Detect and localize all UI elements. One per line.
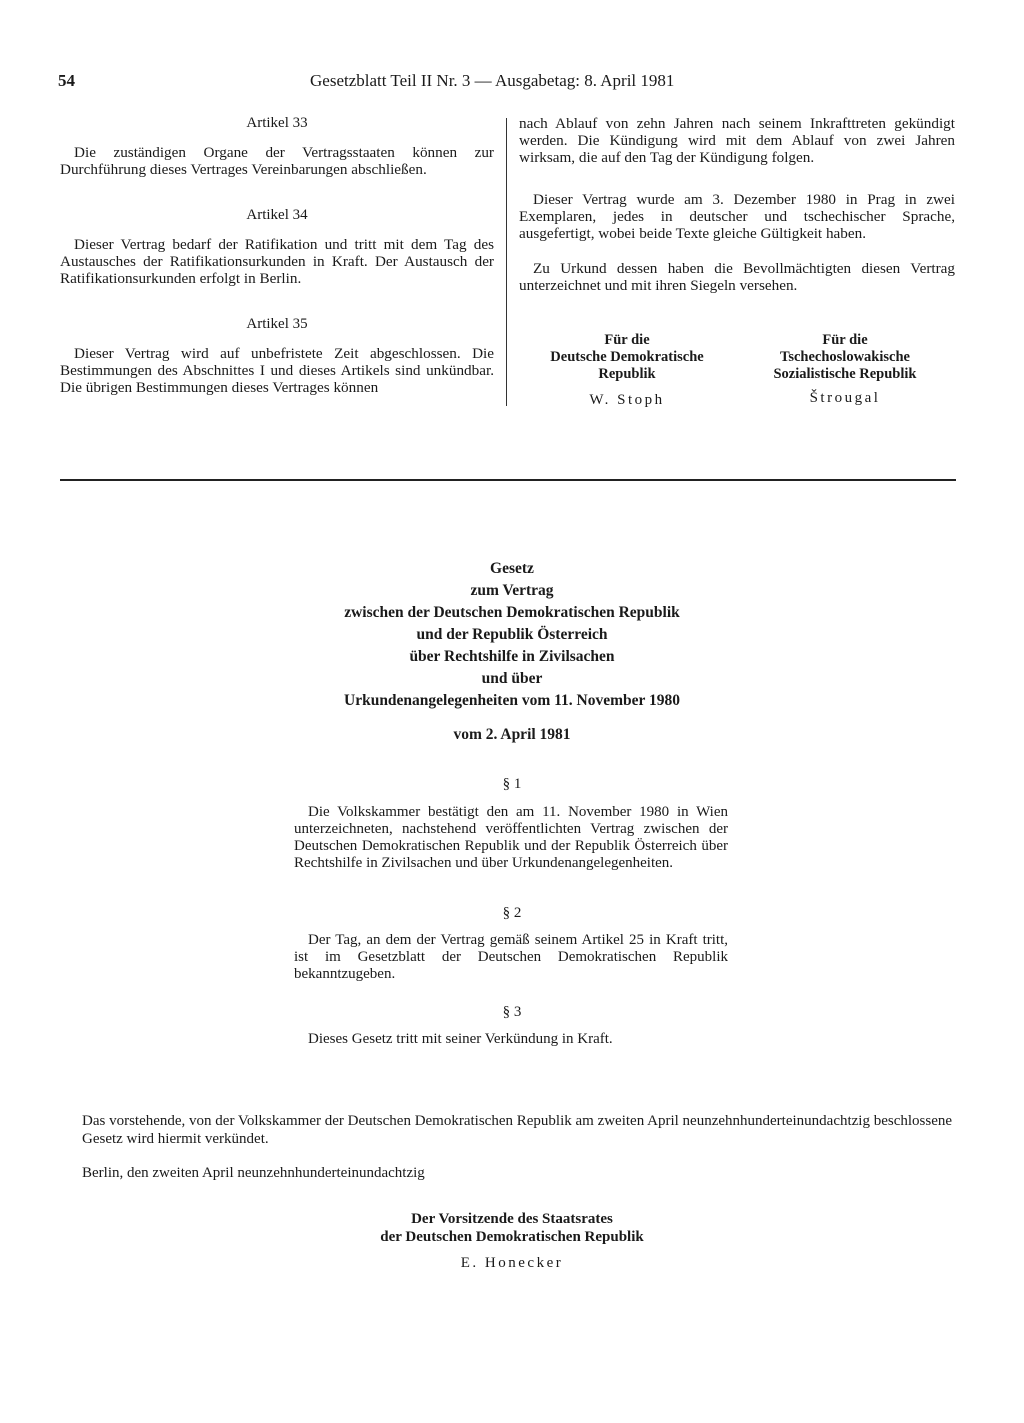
article-35-text: Dieser Vertrag wird auf unbefristete Zeit abgeschlossen. Die Bestimmungen des Abschnittes I und dieses Artikels sind unkündbar. Die übrigen Bestimmungen dieses Vertrages können [60, 345, 494, 396]
law-title-line: Gesetz [490, 560, 534, 577]
witness-clause: Zu Urkund dessen haben die Bevollmächtigten diesen Vertrag unterzeichnet und mit ihren Siegeln versehen. [519, 260, 955, 294]
place-date: Berlin, den zweiten April neunzehnhunderteinundachtzig [82, 1165, 425, 1181]
final-signer-name: E. Honecker [460, 1255, 564, 1271]
signatory-ddr-line3: Republik [598, 366, 656, 382]
gazette-header-title: Gesetzblatt Teil II Nr. 3 — Ausgabetag: 8. April 1981 [310, 71, 675, 90]
place-date-block [82, 1164, 960, 1182]
section-3-symbol: § 3 [502, 1004, 522, 1020]
page-number: 54 [58, 71, 75, 90]
final-signer-line1: Der Vorsitzende des Staatsrates [411, 1211, 613, 1227]
signatory-cssr-line3: Sozialistische Republik [773, 366, 917, 382]
signatory-cssr [740, 332, 950, 383]
law-title-line: und der Republik Österreich [416, 626, 608, 643]
right-column [519, 115, 955, 294]
section-1-paragraph: Die Volkskammer bestätigt den am 11. November 1980 in Wien unterzeichneten, nachstehend veröffentlichten Vertrag zwischen der Deutschen Demokratischen Republik und der Republik Österreich über Rechtshilfe in Zivilsachen und über Urkundenangelegenheiten. [294, 804, 728, 871]
law-title-line: Urkundenangelegenheiten vom 11. November 1980 [344, 692, 680, 709]
left-column [60, 115, 494, 396]
law-date: vom 2. April 1981 [453, 726, 571, 743]
law-title-line: und über [481, 670, 543, 687]
article-35-continuation: nach Ablauf von zehn Jahren nach seinem Inkrafttreten gekündigt werden. Die Kündigung wird mit dem Ablauf von zwei Jahren wirksam, die auf den Tag der Kündigung folgen. [519, 115, 955, 166]
article-34-heading: Artikel 34 [246, 207, 308, 223]
law-title-line: über Rechtshilfe in Zivilsachen [409, 648, 615, 665]
promulgation-text: Das vorstehende, von der Volkskammer der Deutschen Demokratischen Republik am zweiten April neunzehnhunderteinundachtzig beschlossene Gesetz wird hiermit verkündet. [82, 1113, 953, 1147]
signatory-cssr-line1: Für die [822, 332, 868, 348]
article-34-text: Dieser Vertrag bedarf der Ratifikation und tritt mit dem Tag des Austausches der Ratifikationsurkunden in Kraft. Der Austausch der Ratifikationsurkunden erfolgt in Berlin. [60, 236, 494, 287]
column-divider [506, 118, 507, 406]
section-1-text [294, 804, 728, 872]
article-33-heading: Artikel 33 [246, 115, 308, 131]
section-2-symbol: § 2 [502, 905, 522, 921]
signatory-ddr-name: W. Stoph [589, 392, 665, 408]
section-2-text [294, 932, 728, 983]
signatory-ddr-line2: Deutsche Demokratische [550, 349, 704, 365]
law-title-line: zwischen der Deutschen Demokratischen Republik [344, 604, 680, 621]
final-signer-title [262, 1210, 762, 1246]
section-3-text [294, 1031, 728, 1048]
final-signer-line2: der Deutschen Demokratischen Republik [380, 1229, 644, 1245]
signatory-cssr-line2: Tschechoslowakische [780, 349, 910, 365]
promulgation-text-block [82, 1112, 960, 1148]
article-35-heading: Artikel 35 [246, 316, 308, 332]
section-divider [60, 479, 956, 481]
article-33-text: Die zuständigen Organe der Vertragsstaaten können zur Durchführung dieses Vertrages Vereinbarungen abschließen. [60, 144, 494, 178]
signatory-ddr-line1: Für die [604, 332, 650, 348]
section-3-paragraph: Dieses Gesetz tritt mit seiner Verkündung in Kraft. [308, 1031, 613, 1047]
section-2-paragraph: Der Tag, an dem der Vertrag gemäß seinem Artikel 25 in Kraft tritt, ist im Gesetzblatt der Deutschen Demokratischen Republik bekanntzugeben. [294, 932, 728, 982]
signatory-ddr [522, 332, 732, 383]
signing-clause: Dieser Vertrag wurde am 3. Dezember 1980 in Prag in zwei Exemplaren, jedes in deutscher und tschechischer Sprache, ausgefertigt, wobei beide Texte gleiche Gültigkeit haben. [519, 191, 955, 242]
law-title-line: zum Vertrag [470, 582, 554, 599]
law-title [262, 558, 762, 712]
section-1-symbol: § 1 [502, 776, 522, 792]
signatory-cssr-name: Štrougal [809, 390, 881, 406]
